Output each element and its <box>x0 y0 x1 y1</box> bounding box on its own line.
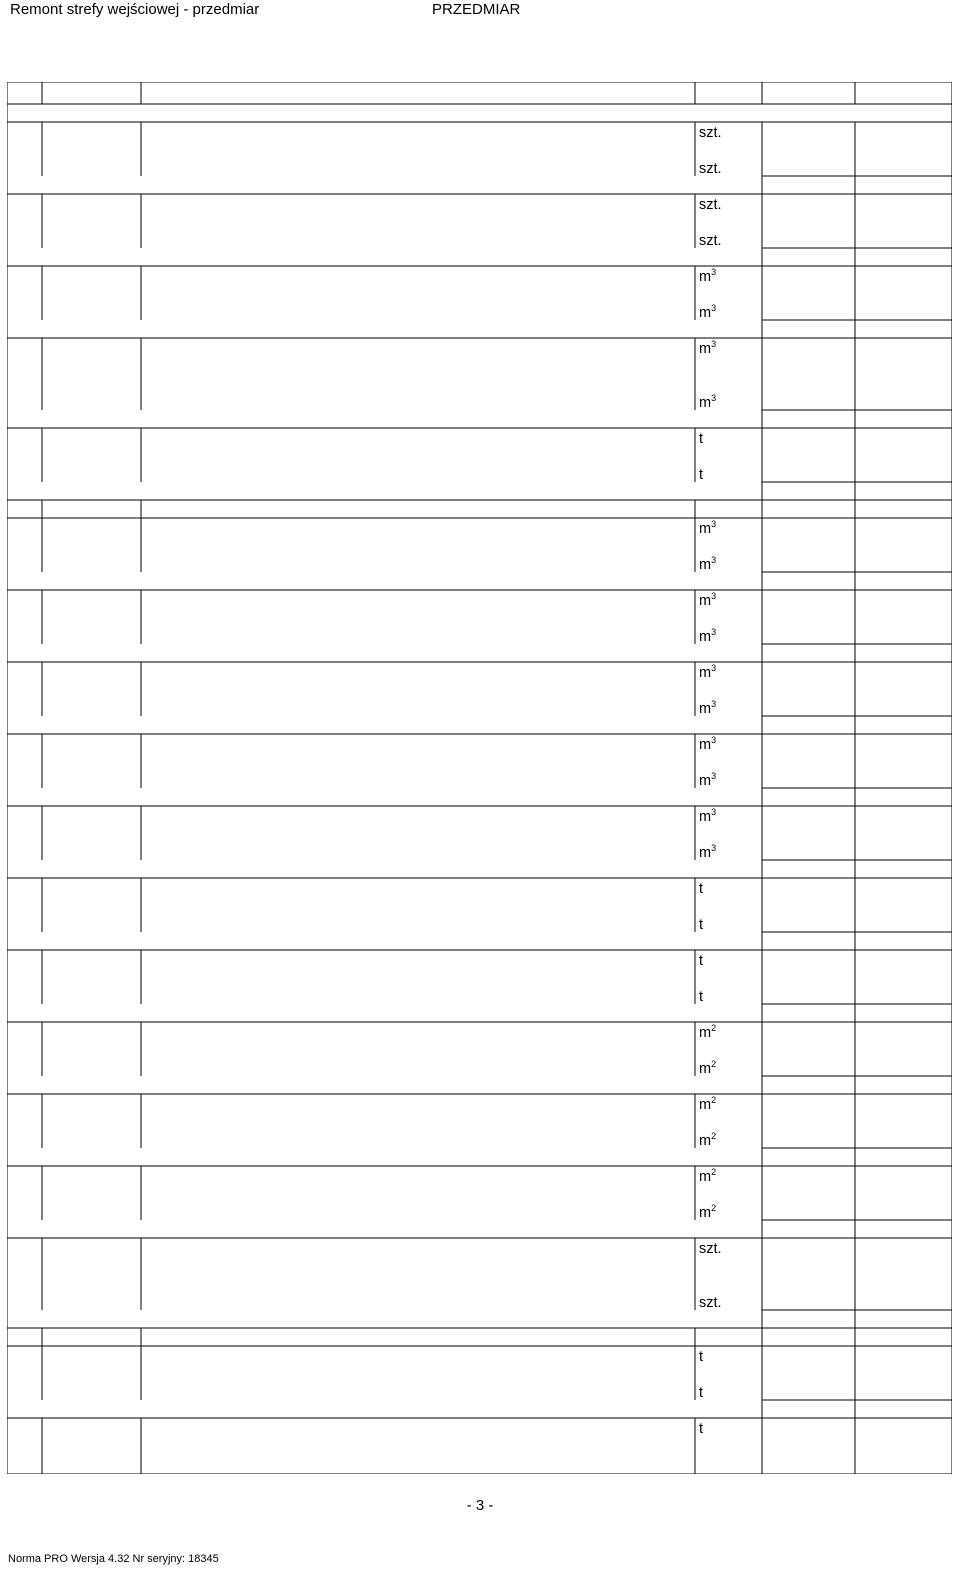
item-jm: t <box>699 953 704 969</box>
item-calc-unit: t <box>699 917 704 933</box>
table-grid <box>7 82 952 1474</box>
item-jm: szt. <box>699 125 722 141</box>
item-jm: $m^3$ <box>699 735 717 753</box>
item-jm: $m^3$ <box>699 807 717 825</box>
item-calc-unit: $m^2$ <box>699 1203 717 1221</box>
item-calc-unit: szt. <box>699 1295 722 1311</box>
item-jm: $m^3$ <box>699 519 717 537</box>
item-jm: t <box>699 1349 704 1365</box>
item-jm: $m^2$ <box>699 1167 717 1185</box>
item-calc-unit: $m^3$ <box>699 771 717 789</box>
item-calc-unit: $m^3$ <box>699 627 717 645</box>
item-jm: t <box>699 1421 704 1437</box>
item-calc-unit: $m^3$ <box>699 699 717 717</box>
item-calc-unit: t <box>699 1385 704 1401</box>
document-header-type: PRZEDMIAR <box>432 1 521 18</box>
item-calc-unit: $m^3$ <box>699 843 717 861</box>
page-number: - 3 - <box>466 1497 494 1514</box>
item-jm: szt. <box>699 197 722 213</box>
item-calc-unit: $m^3$ <box>699 555 717 573</box>
estimate-table <box>7 82 952 1474</box>
item-calc-unit: $m^2$ <box>699 1131 717 1149</box>
item-calc-unit: t <box>699 467 704 483</box>
item-jm: $m^3$ <box>699 591 717 609</box>
item-calc-unit: szt. <box>699 233 722 249</box>
item-jm: $m^3$ <box>699 339 717 357</box>
item-calc-unit: $m^3$ <box>699 393 717 411</box>
document-header-title: Remont strefy wejściowej - przedmiar <box>10 1 260 18</box>
software-version: Norma PRO Wersja 4.32 Nr seryjny: 18345 <box>8 1553 219 1565</box>
item-jm: $m^2$ <box>699 1095 717 1113</box>
item-jm: $m^3$ <box>699 663 717 681</box>
item-jm: $m^2$ <box>699 1023 717 1041</box>
item-jm: szt. <box>699 1241 722 1257</box>
item-jm: t <box>699 431 704 447</box>
item-jm: $m^3$ <box>699 267 717 285</box>
item-jm: t <box>699 881 704 897</box>
item-calc-unit: szt. <box>699 161 722 177</box>
item-calc-unit: $m^3$ <box>699 303 717 321</box>
item-calc-unit: t <box>699 989 704 1005</box>
item-calc-unit: $m^2$ <box>699 1059 717 1077</box>
